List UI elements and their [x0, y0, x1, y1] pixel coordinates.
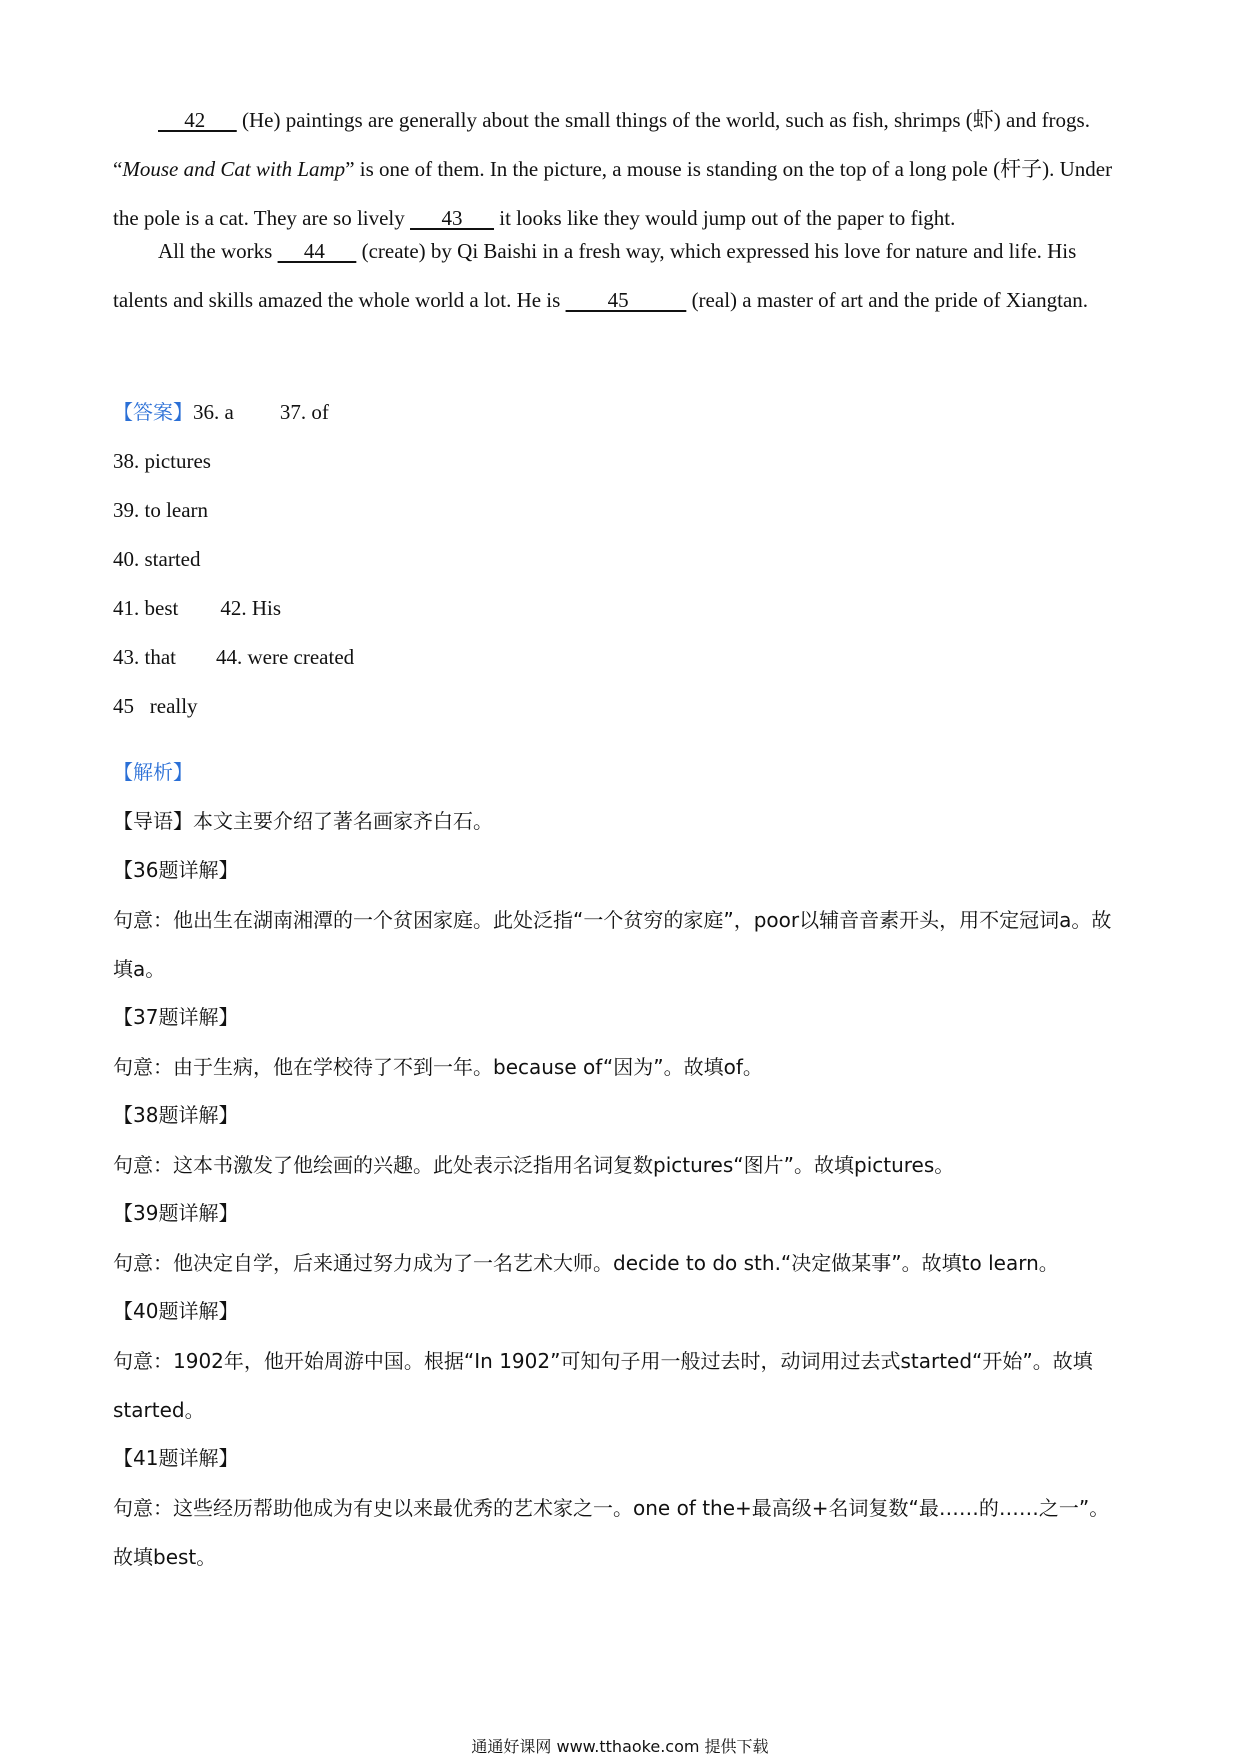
p1-text-2: ” is one of them. In the picture, a mouse is standing on the top of a long pole (杆子). Under the pole is a cat. They are so lively	[113, 157, 1113, 230]
item-38-heading: 【38题详解】	[113, 1103, 239, 1127]
item-40-body: 句意：1902年，他开始周游中国。根据“In 1902”可知句子用一般过去时，动词用过去式started“开始”。故填started。	[113, 1349, 1093, 1422]
item-41-body: 句意：这些经历帮助他成为有史以来最优秀的艺术家之一。one of the+最高级+名词复数“最……的……之一”。故填best。	[113, 1496, 1110, 1569]
answer-37: 37. of	[279, 400, 329, 424]
analysis-intro: 【导语】本文主要介绍了著名画家齐白石。	[113, 809, 493, 833]
item-37-heading: 【37题详解】	[113, 1005, 239, 1029]
blank-43: 43	[410, 206, 495, 230]
painting-title: Mouse and Cat with Lamp	[122, 157, 346, 181]
answer-36: 36. a	[193, 400, 234, 424]
blank-44: 44	[277, 239, 357, 263]
answer-45: 45 really	[113, 694, 198, 718]
item-36-body: 句意：他出生在湖南湘潭的一个贫困家庭。此处泛指“一个贫穷的家庭”，poor以辅音音素开头，用不定冠词a。故填a。	[113, 908, 1112, 981]
answer-42: 42. His	[220, 596, 282, 620]
answer-39: 39. to learn	[113, 498, 209, 522]
answer-40: 40. started	[113, 547, 201, 571]
p2-text-3: (real) a master of art and the pride of Xiangtan.	[686, 288, 1089, 312]
p1-text-1: (He) paintings are generally about the small things of the world, such as fish, shrimps (虾) and frogs. “	[113, 108, 1090, 181]
answers-label: 【答案】	[113, 400, 193, 424]
page-footer: 通通好课网 www.tthaoke.com 提供下载	[471, 1737, 769, 1756]
passage-paragraph-2	[113, 227, 1129, 325]
answer-38: 38. pictures	[113, 449, 211, 473]
analysis-label: 【解析】	[113, 760, 193, 784]
blank-42: 42	[158, 108, 237, 132]
p2-text-2: (create) by Qi Baishi in a fresh way, which expressed his love for nature and life. His talents and skills amazed the whole world a lot. He is	[113, 239, 1077, 312]
blank-45: 45	[565, 288, 687, 312]
item-37-body: 句意：由于生病，他在学校待了不到一年。because of“因为”。故填of。	[113, 1055, 763, 1079]
answers-row-41-42	[113, 594, 281, 622]
p2-text-1: All the works	[158, 239, 278, 263]
item-41-heading: 【41题详解】	[113, 1446, 239, 1470]
passage-paragraph-1	[113, 96, 1129, 243]
item-39-body: 句意：他决定自学，后来通过努力成为了一名艺术大师。decide to do sth.“决定做某事”。故填to learn。	[113, 1251, 1059, 1275]
answers-row-1	[113, 398, 329, 426]
answer-41: 41. best	[113, 596, 179, 620]
answer-43: 43. that	[113, 645, 176, 669]
answers-row-43-44	[113, 643, 354, 671]
item-40-heading: 【40题详解】	[113, 1299, 239, 1323]
item-38-body: 句意：这本书激发了他绘画的兴趣。此处表示泛指用名词复数pictures“图片”。故填pictures。	[113, 1153, 955, 1177]
item-39-heading: 【39题详解】	[113, 1201, 239, 1225]
item-36-heading: 【36题详解】	[113, 858, 239, 882]
answer-44: 44. were created	[216, 645, 355, 669]
p1-text-3: it looks like they would jump out of the paper to fight.	[494, 206, 956, 230]
